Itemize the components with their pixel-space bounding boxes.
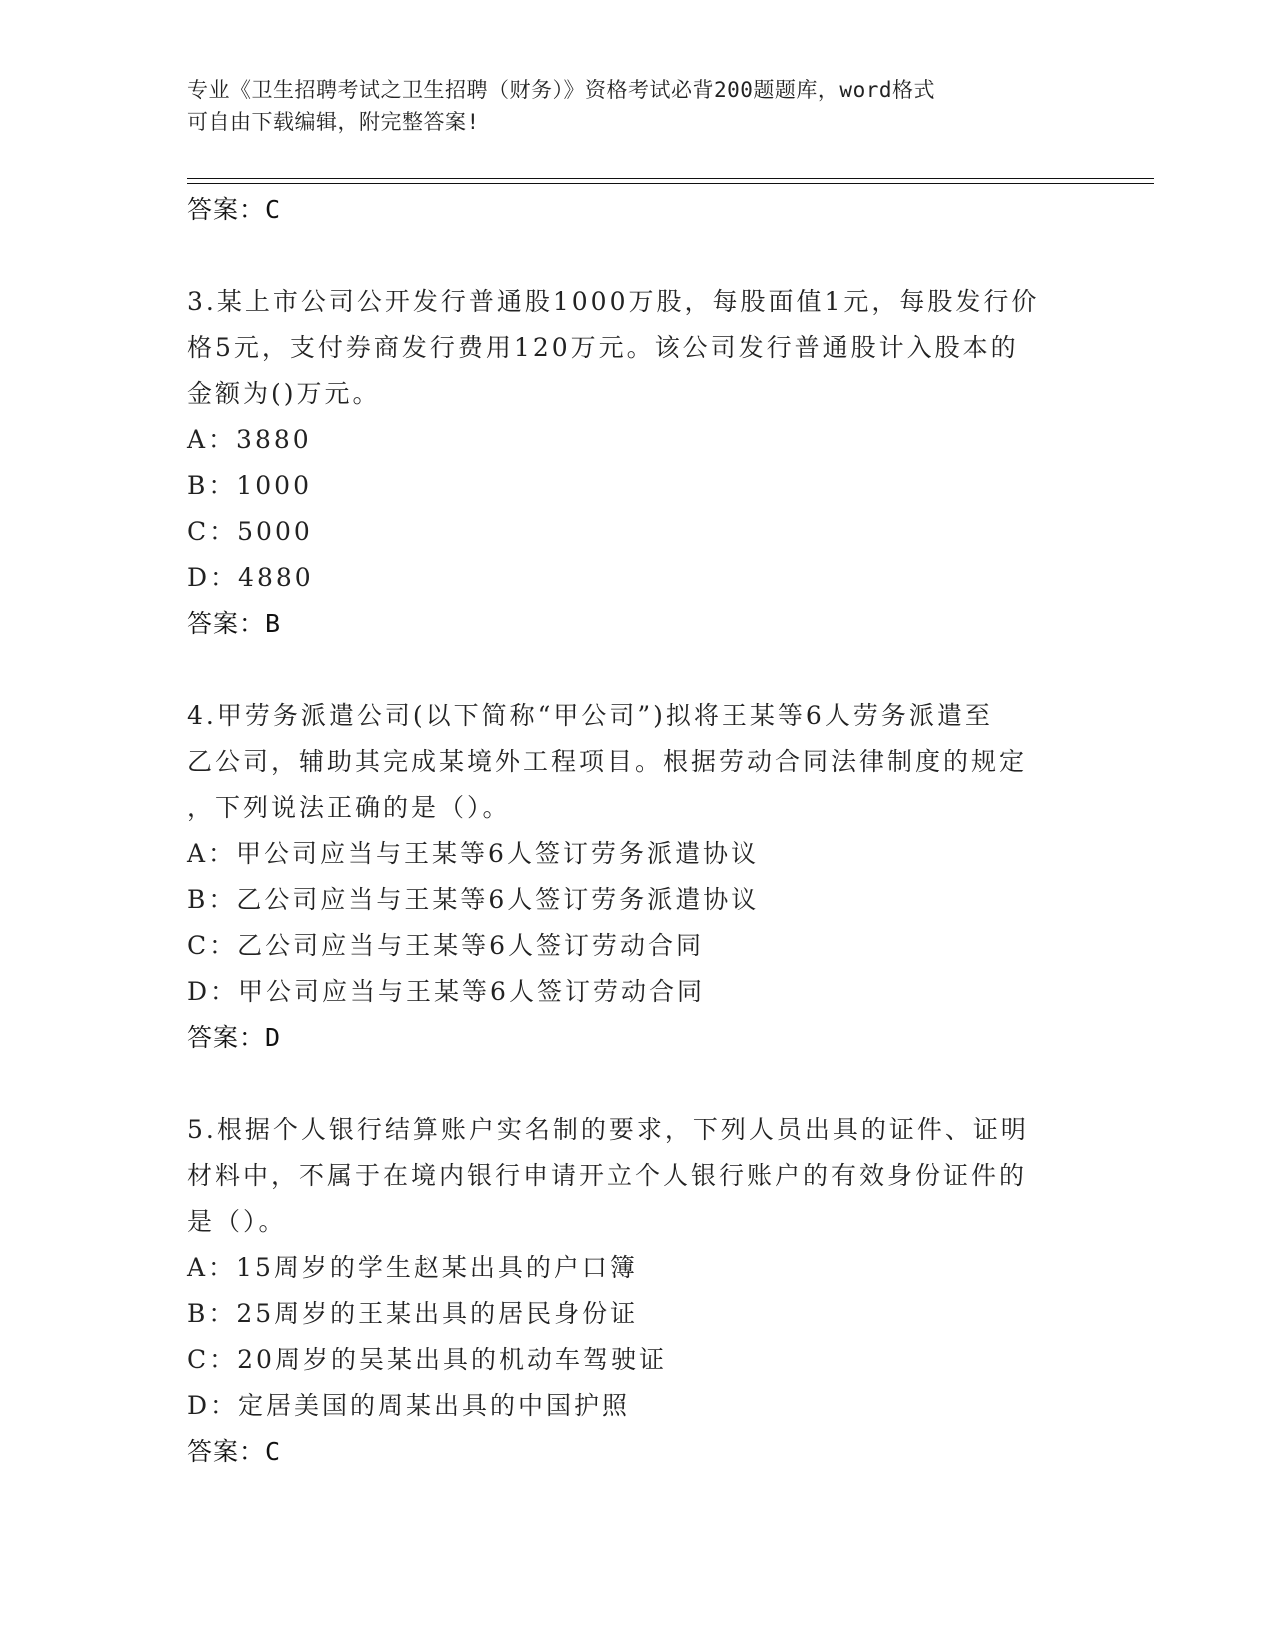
question-line: 4.甲劳务派遣公司(以下简称“甲公司”)拟将王某等6人劳务派遣至 [187, 701, 993, 730]
document-body [187, 187, 1087, 1475]
question-line: 格5元，支付券商发行费用120万元。该公司发行普通股计入股本的 [187, 333, 1019, 362]
question-line: 金额为()万元。 [187, 379, 381, 408]
option-a: A：3880 [187, 425, 312, 454]
question-line: 乙公司，辅助其完成某境外工程项目。根据劳动合同法律制度的规定 [187, 747, 1028, 776]
question-line: 材料中，不属于在境内银行申请开立个人银行账户的有效身份证件的 [187, 1161, 1028, 1190]
question-line: 3.某上市公司公开发行普通股1000万股，每股面值1元，每股发行价 [187, 287, 1040, 316]
answer-line: 答案：B [187, 609, 282, 638]
answer-line: 答案：D [187, 1023, 282, 1052]
option-a: A：甲公司应当与王某等6人签订劳务派遣协议 [187, 839, 759, 868]
question-line: 是（）。 [187, 1207, 287, 1236]
header-line-2: 可自由下载编辑，附完整答案! [187, 110, 480, 134]
option-d: D：甲公司应当与王某等6人签订劳动合同 [187, 977, 705, 1006]
answer-line: 答案：C [187, 1437, 282, 1466]
question-block [187, 693, 1087, 1061]
question-block [187, 1107, 1087, 1475]
answer-line: 答案：C [187, 195, 282, 224]
header-divider-bottom [187, 183, 1154, 184]
option-c: C：乙公司应当与王某等6人签订劳动合同 [187, 931, 705, 960]
option-d: D：4880 [187, 563, 314, 592]
option-b: B：乙公司应当与王某等6人签订劳务派遣协议 [187, 885, 760, 914]
option-a: A：15周岁的学生赵某出具的户口簿 [187, 1253, 638, 1282]
option-c: C：5000 [187, 517, 313, 546]
document-header [187, 74, 1087, 138]
question-block [187, 279, 1087, 647]
option-d: D：定居美国的周某出具的中国护照 [187, 1391, 631, 1420]
question-line: 5.根据个人银行结算账户实名制的要求，下列人员出具的证件、证明 [187, 1115, 1029, 1144]
header-line-1: 专业《卫生招聘考试之卫生招聘（财务）》资格考试必背200题题库，word格式 [187, 78, 935, 102]
option-b: B：25周岁的王某出具的居民身份证 [187, 1299, 639, 1328]
option-b: B：1000 [187, 471, 312, 500]
question-line: ，下列说法正确的是（）。 [187, 793, 511, 822]
header-divider-top [187, 178, 1154, 179]
option-c: C：20周岁的吴某出具的机动车驾驶证 [187, 1345, 667, 1374]
